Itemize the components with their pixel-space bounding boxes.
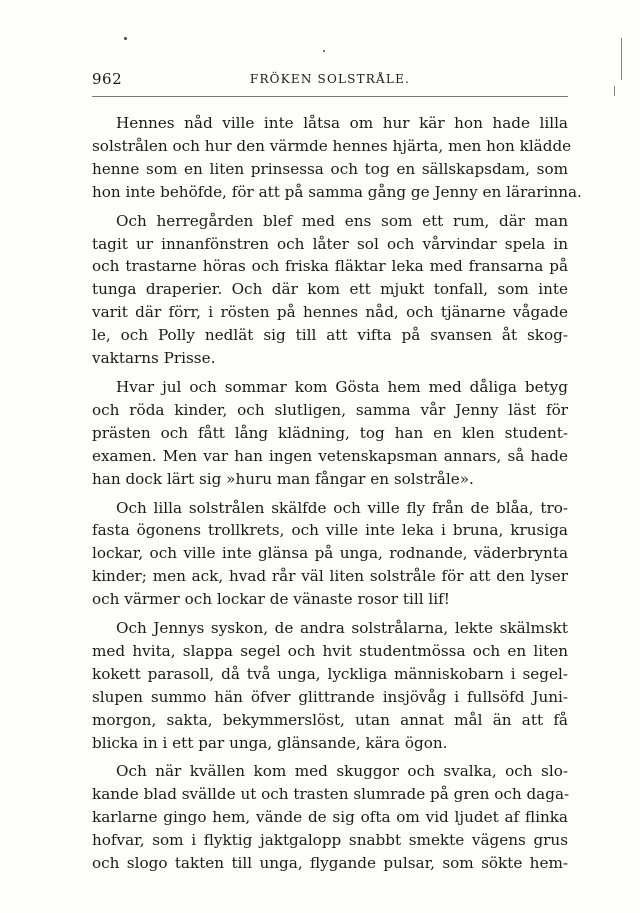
text-line: Hennes nåd ville inte låtsa om hur kär hon hade lilla	[116, 114, 568, 132]
text-line: Och Jennys syskon, de andra solstrålarna, lekte skälmskt	[116, 619, 568, 638]
text-line: henne som en liten prinsessa och tog en sällskapsdam, som	[92, 159, 568, 178]
text-line: vaktarns Prisse.	[92, 349, 216, 368]
text-line: solstrålen och hur den värmde hennes hjärta, men hon klädde	[92, 136, 572, 155]
text-line: prästen och fått lång klädning, tog han en klen student-	[92, 423, 568, 442]
text-line: blicka in i ett par unga, glänsande, kära ögon.	[92, 733, 448, 752]
paragraph	[92, 760, 568, 875]
paragraph	[92, 617, 568, 754]
paragraph	[92, 112, 582, 204]
text-line: och slogo takten till unga, flygande pulsar, som sökte hem-	[92, 854, 568, 873]
text-line: karlarne gingo hem, vände de sig ofta om vid ljudet af flinka	[92, 808, 568, 827]
text-line: lockar, och ville inte glänsa på unga, rodnande, väderbrynta	[92, 544, 568, 563]
print-speck	[323, 50, 325, 52]
print-speck	[124, 37, 127, 40]
text-line: kande blad svällde ut och trasten slumrade på gren och daga-	[92, 785, 570, 804]
text-line: varit där förr, i rösten på hennes nåd, och tjänarne vågade	[92, 303, 568, 322]
margin-mark	[621, 38, 622, 80]
text-line: Hvar jul och sommar kom Gösta hem med dåliga betyg	[116, 377, 568, 396]
page-number: 962	[92, 70, 123, 88]
text-line: han dock lärt sig »huru man fångar en solstråle».	[92, 469, 474, 488]
text-line: tagit ur innanfönstren och låter sol och vårvindar spela in	[92, 234, 568, 253]
text-line: och trastarne höras och friska fläktar leka med fransarna på	[92, 257, 568, 276]
text-line: med hvita, slappa segel och hvit studentmössa och en liten	[92, 641, 568, 660]
page-header	[92, 70, 568, 92]
text-line: Och herregården blef med ens som ett rum, där man	[116, 211, 568, 230]
text-line: Och lilla solstrålen skälfde och ville fly från de blåa, tro-	[116, 498, 568, 517]
text-line: och röda kinder, och slutligen, samma vår Jenny läst för	[92, 400, 568, 419]
running-title: FRÖKEN SOLSTRÅLE.	[249, 72, 411, 86]
header-rule	[92, 96, 568, 97]
margin-mark	[614, 86, 615, 96]
text-line: fasta ögonens trollkrets, och ville inte leka i bruna, krusiga	[92, 521, 568, 540]
text-line: hon inte behöfde, för att på samma gång ge Jenny en lärarinna.	[92, 182, 582, 201]
text-line: hofvar, som i flyktig jaktgalopp snabbt smekte vägens grus	[92, 831, 568, 850]
text-line: slupen summo hän öfver glittrande insjövåg i fullsöfd Juni-	[92, 687, 568, 706]
paragraph	[92, 497, 568, 612]
text-line: le, och Polly nedlät sig till att vifta på svansen åt skog-	[92, 326, 568, 345]
text-line: och värmer och lockar de vänaste rosor till lif!	[92, 590, 450, 609]
text-line: examen. Men var han ingen vetenskapsman annars, så hade	[92, 446, 568, 465]
text-line: kinder; men ack, hvad rår väl liten solstråle för att den lyser	[92, 567, 568, 586]
text-line: Och när kvällen kom med skuggor och svalka, och slo-	[116, 762, 568, 781]
body-text	[92, 112, 582, 881]
text-line: morgon, sakta, bekymmerslöst, utan annat mål än att få	[92, 710, 568, 729]
paragraph	[92, 210, 568, 370]
text-line: kokett parasoll, då två unga, lyckliga människobarn i segel-	[92, 664, 568, 683]
paragraph	[92, 376, 568, 491]
text-line: tunga draperier. Och där kom ett mjukt tonfall, som inte	[92, 280, 568, 299]
